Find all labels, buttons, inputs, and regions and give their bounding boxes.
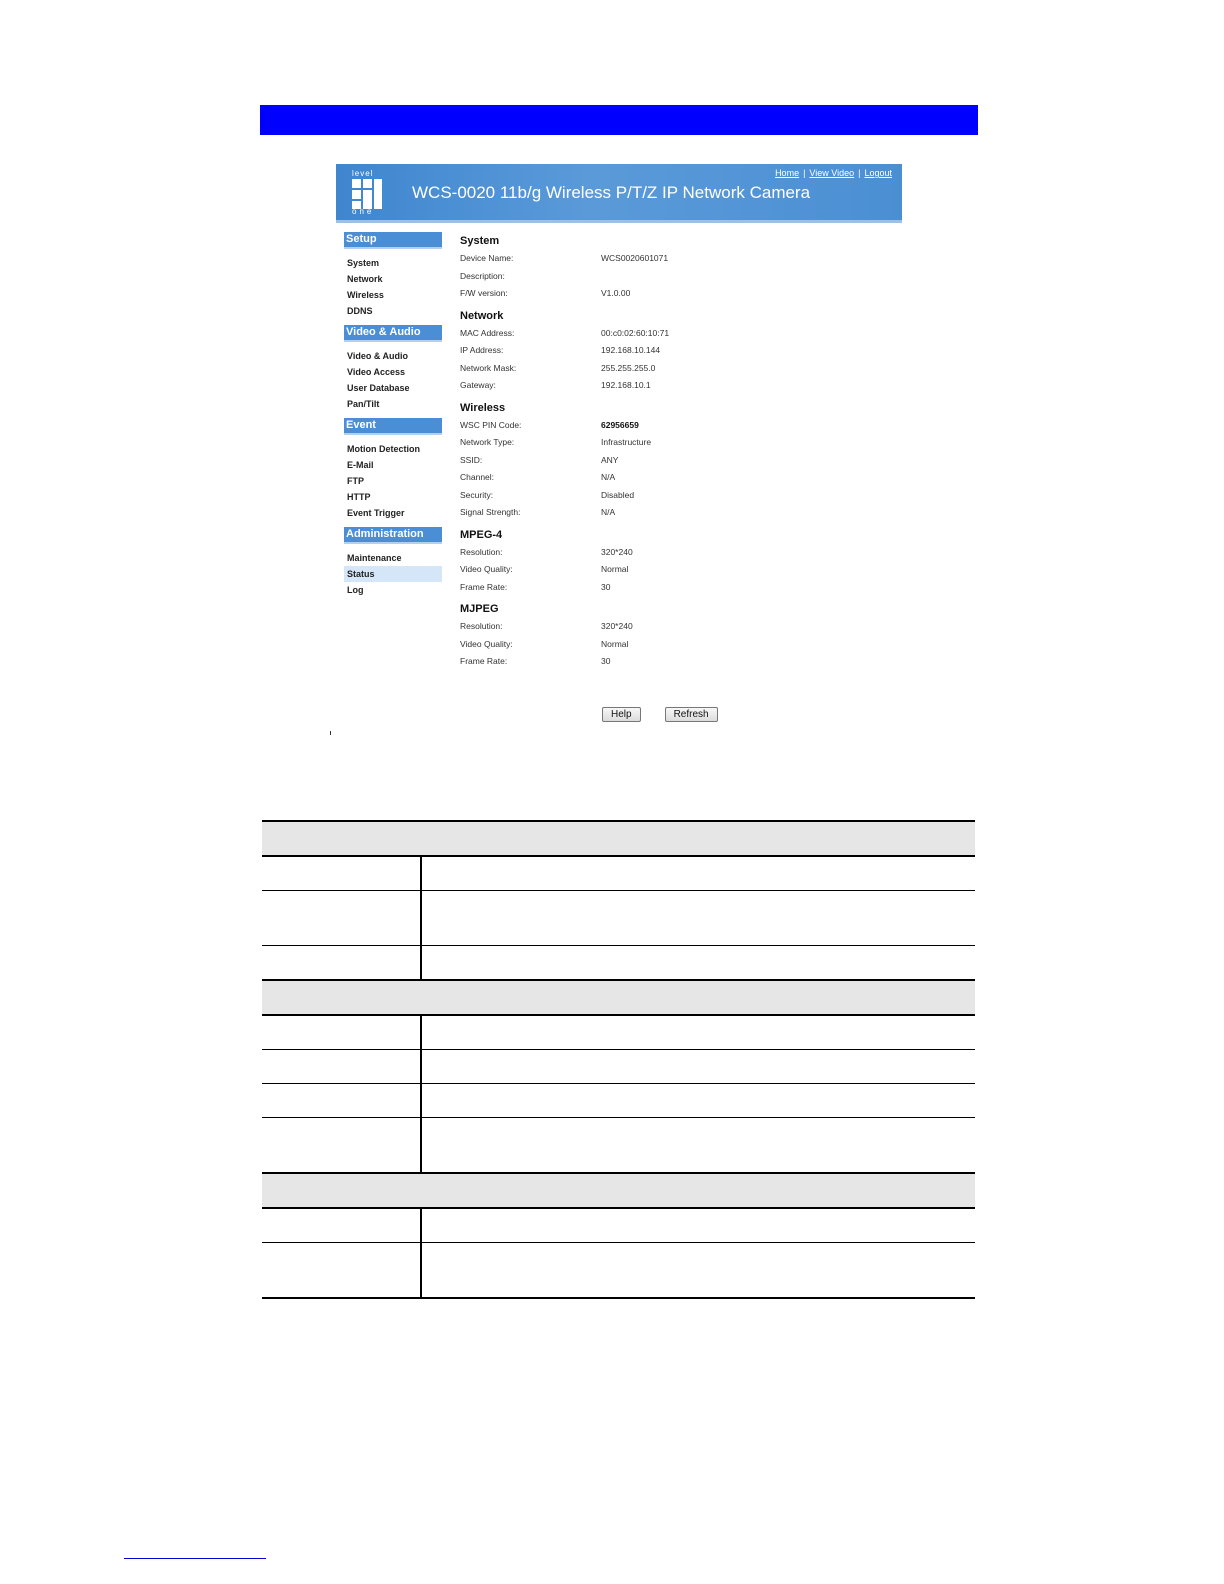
table-row xyxy=(262,946,975,981)
sidebar-item-motion-detection[interactable]: Motion Detection xyxy=(347,444,420,454)
section-title: MPEG-4 xyxy=(460,528,503,541)
status-row xyxy=(460,342,900,360)
sidebar-nav xyxy=(344,232,442,604)
sidebar-item-user-database[interactable]: User Database xyxy=(347,383,410,393)
status-row xyxy=(460,544,900,562)
status-row xyxy=(460,561,900,579)
field-label: Device Name: xyxy=(460,253,514,263)
button-bar xyxy=(602,704,718,722)
status-row xyxy=(460,452,900,470)
sidebar-item-http[interactable]: HTTP xyxy=(347,492,371,502)
field-label: WSC PIN Code: xyxy=(460,419,522,430)
field-label: Video Quality: xyxy=(460,638,513,649)
field-label: IP Address: xyxy=(460,345,504,355)
footnote-separator xyxy=(124,1558,266,1559)
field-value: 30 xyxy=(601,581,611,592)
status-section xyxy=(460,399,900,522)
field-label: Frame Rate: xyxy=(460,656,508,666)
section-title: Network xyxy=(460,309,504,322)
table-row xyxy=(262,856,975,891)
sidebar-item-ddns[interactable]: DDNS xyxy=(347,306,373,316)
view-video-link[interactable]: View Video xyxy=(809,168,855,178)
field-label: Frame Rate: xyxy=(460,581,508,592)
field-value: Disabled xyxy=(601,489,635,500)
sidebar-group xyxy=(344,527,442,598)
field-value: 320*240 xyxy=(601,621,633,631)
status-row xyxy=(460,268,900,286)
status-row xyxy=(460,325,900,343)
field-label: Signal Strength: xyxy=(460,507,521,517)
status-row xyxy=(460,434,900,452)
table-section-header xyxy=(262,980,975,1015)
field-value: N/A xyxy=(601,472,616,482)
description-table xyxy=(262,820,975,1299)
sidebar-group xyxy=(344,418,442,521)
section-title: System xyxy=(460,235,500,247)
sidebar-item-wireless[interactable]: Wireless xyxy=(347,290,384,300)
field-label: Video Quality: xyxy=(460,564,513,574)
table-row xyxy=(262,1015,975,1050)
logo-grid-icon xyxy=(352,179,382,209)
sidebar-group xyxy=(344,232,442,319)
field-label: Gateway: xyxy=(460,380,496,390)
home-link[interactable]: Home xyxy=(775,168,800,178)
refresh-button[interactable]: Refresh xyxy=(665,707,718,722)
status-row xyxy=(460,504,900,522)
table-row xyxy=(262,1208,975,1243)
status-row xyxy=(460,285,900,303)
logo-bottom-text: one xyxy=(352,207,375,216)
field-value: V1.0.00 xyxy=(601,288,631,298)
field-label: Resolution: xyxy=(460,546,503,557)
table-row xyxy=(262,1084,975,1118)
table-section-header xyxy=(262,821,975,856)
sidebar-item-network[interactable]: Network xyxy=(347,274,383,284)
field-value: N/A xyxy=(601,507,616,517)
sidebar-item-maintenance[interactable]: Maintenance xyxy=(347,553,402,563)
table-row xyxy=(262,891,975,946)
field-value: 320*240 xyxy=(601,546,633,557)
field-value: 192.168.10.144 xyxy=(601,345,661,355)
sidebar-item-log[interactable]: Log xyxy=(347,585,364,595)
field-label: Network Type: xyxy=(460,437,515,447)
camera-status-screenshot xyxy=(336,164,904,734)
field-value: ANY xyxy=(601,454,619,465)
status-row xyxy=(460,487,900,505)
sidebar-heading: Event xyxy=(344,418,442,435)
field-value: 62956659 xyxy=(601,419,639,430)
field-value: 192.168.10.1 xyxy=(601,380,651,390)
sidebar-heading: Administration xyxy=(344,527,442,544)
sidebar-item-pan-tilt[interactable]: Pan/Tilt xyxy=(347,399,380,409)
sidebar-item-status[interactable]: Status xyxy=(344,566,442,582)
status-section xyxy=(460,600,900,671)
field-value: Infrastructure xyxy=(601,437,652,447)
section-title: MJPEG xyxy=(460,603,499,615)
help-button[interactable]: Help xyxy=(602,707,641,722)
field-label: Description: xyxy=(460,270,505,281)
logo-top-text: level xyxy=(352,169,374,178)
status-row xyxy=(460,417,900,435)
sidebar-item-ftp[interactable]: FTP xyxy=(347,476,364,486)
field-label: MAC Address: xyxy=(460,327,515,338)
table-row xyxy=(262,1243,975,1299)
field-value: WCS0020601071 xyxy=(601,253,669,263)
field-label: F/W version: xyxy=(460,288,508,298)
sidebar-item-e-mail[interactable]: E-Mail xyxy=(347,460,374,470)
table-section-header xyxy=(262,1173,975,1208)
status-row xyxy=(460,618,900,636)
status-section xyxy=(460,307,900,395)
field-label: SSID: xyxy=(460,454,483,465)
header-bar xyxy=(260,105,978,135)
table-row xyxy=(262,1118,975,1174)
field-value: Normal xyxy=(601,564,629,574)
status-row xyxy=(460,653,900,671)
sidebar-item-video-audio[interactable]: Video & Audio xyxy=(347,351,409,361)
sidebar-item-event-trigger[interactable]: Event Trigger xyxy=(347,508,405,518)
sidebar-heading: Setup xyxy=(344,232,442,249)
sidebar-heading: Video & Audio xyxy=(344,325,442,342)
field-label: Channel: xyxy=(460,472,495,482)
status-section xyxy=(460,526,900,597)
status-row xyxy=(460,360,900,378)
field-value: 30 xyxy=(601,656,611,666)
logout-link[interactable]: Logout xyxy=(864,168,892,178)
status-row xyxy=(460,636,900,654)
field-value: 00:c0:02:60:10:71 xyxy=(601,327,670,338)
levelone-logo xyxy=(350,169,386,217)
field-value: 255.255.255.0 xyxy=(601,362,656,373)
field-label: Network Mask: xyxy=(460,362,517,373)
sidebar-item-system[interactable]: System xyxy=(347,258,380,268)
status-row xyxy=(460,250,900,268)
status-row xyxy=(460,377,900,395)
field-label: Security: xyxy=(460,489,494,500)
sidebar-group xyxy=(344,325,442,412)
table-row xyxy=(262,1050,975,1084)
banner xyxy=(336,164,902,223)
top-links: Home | View Video | Logout xyxy=(775,168,892,178)
field-value: Normal xyxy=(601,638,629,649)
stray-mark xyxy=(330,731,331,735)
page-title: WCS-0020 11b/g Wireless P/T/Z IP Network Camera xyxy=(412,183,811,202)
status-row xyxy=(460,579,900,597)
section-title: Wireless xyxy=(460,401,506,414)
status-content xyxy=(460,232,900,675)
status-section xyxy=(460,232,900,303)
status-row xyxy=(460,469,900,487)
field-label: Resolution: xyxy=(460,621,503,631)
sidebar-item-video-access[interactable]: Video Access xyxy=(347,367,406,377)
